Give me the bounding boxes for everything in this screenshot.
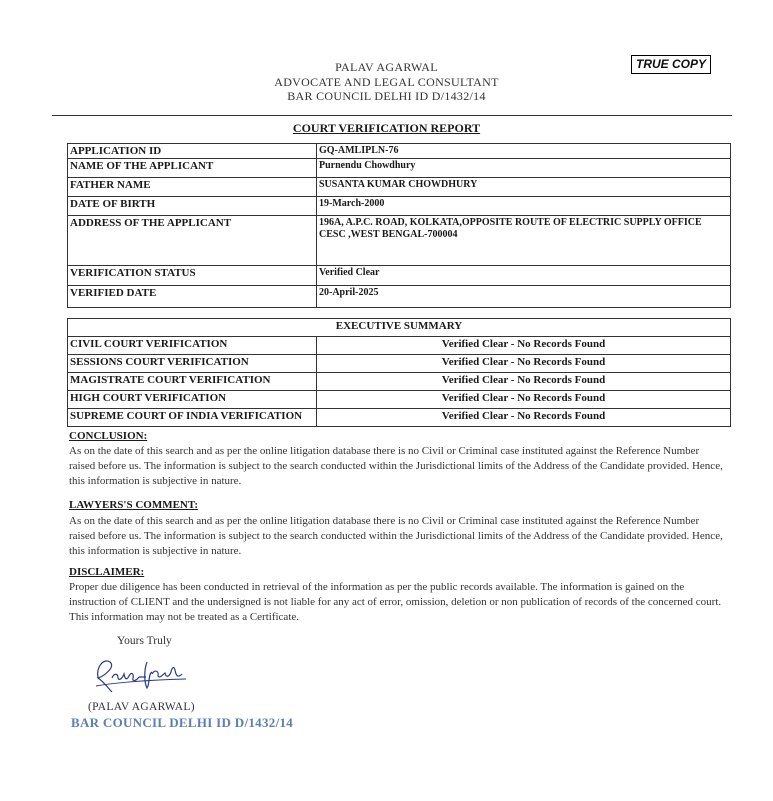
- table-row: [68, 286, 731, 308]
- table-row: [68, 266, 731, 286]
- advocate-bar-id: BAR COUNCIL DELHI ID D/1432/14: [287, 89, 486, 103]
- advocate-designation: ADVOCATE AND LEGAL CONSULTANT: [274, 74, 499, 89]
- summary-value: Verified Clear - No Records Found: [317, 391, 731, 409]
- detail-label: ADDRESS OF THE APPLICANT: [68, 216, 317, 266]
- table-row: [68, 197, 731, 216]
- advocate-name: PALAV AGARWAL: [335, 60, 438, 74]
- summary-label: MAGISTRATE COURT VERIFICATION: [68, 373, 317, 391]
- summary-label: SUPREME COURT OF INDIA VERIFICATION: [68, 409, 317, 427]
- table-row: [68, 373, 731, 391]
- table-row: [68, 178, 731, 197]
- detail-label: DATE OF BIRTH: [68, 197, 317, 216]
- executive-summary-table: [67, 318, 731, 427]
- detail-value: 196A, A.P.C. ROAD, KOLKATA,OPPOSITE ROUTE OF ELECTRIC SUPPLY OFFICE CESC ,WEST BENGAL-700004: [317, 216, 731, 266]
- details-table: [67, 143, 731, 308]
- summary-label: CIVIL COURT VERIFICATION: [68, 337, 317, 355]
- table-row: [68, 216, 731, 266]
- printed-name: (PALAV AGARWAL): [88, 701, 195, 713]
- table-row: [68, 409, 731, 427]
- detail-value: Purnendu Chowdhury: [317, 159, 731, 178]
- summary-value: Verified Clear - No Records Found: [317, 355, 731, 373]
- table-row: [68, 337, 731, 355]
- disclaimer-title: DISCLAIMER:: [69, 566, 145, 578]
- conclusion-text: As on the date of this search and as per the online litigation database there is no Civil or Criminal case instituted against the Reference Number raised before us. The information is subject to the search conducted within the Jurisdictional limits of the Address of the Candidate provided. Hence, this information is subjective in nature.: [69, 445, 723, 487]
- table-row: [68, 159, 731, 178]
- detail-value: SUSANTA KUMAR CHOWDHURY: [317, 178, 731, 197]
- detail-label: VERIFIED DATE: [68, 286, 317, 308]
- detail-value: 19-March-2000: [317, 197, 731, 216]
- table-row: [68, 391, 731, 409]
- header-divider: [52, 115, 732, 116]
- detail-value: 20-April-2025: [317, 286, 731, 308]
- lawyers-comment-text: As on the date of this search and as per the online litigation database there is no Civil or Criminal case instituted against the Reference Number raised before us. The information is subject to the search conducted within the Jurisdictional limits of the Address of the Candidate provided. Hence, this information is subjective in nature.: [69, 515, 723, 557]
- signoff-bar-id: BAR COUNCIL DELHI ID D/1432/14: [71, 715, 294, 730]
- summary-label: HIGH COURT VERIFICATION: [68, 391, 317, 409]
- detail-label: FATHER NAME: [68, 178, 317, 197]
- summary-header-row: [68, 319, 731, 337]
- report-title: COURT VERIFICATION REPORT: [292, 121, 481, 135]
- detail-label: NAME OF THE APPLICANT: [68, 159, 317, 178]
- signature-image: [90, 652, 190, 696]
- disclaimer-text: Proper due diligence has been conducted in retrieval of the information as per the public records available. The information is gained on the instruction of CLIENT and the undersigned is not liable for any act of error, omission, deletion or non publication of records of the concerned court. This information may not be treated as a Certificate.: [69, 581, 722, 623]
- detail-value: GQ-AMLIPLN-76: [317, 144, 731, 159]
- detail-label: APPLICATION ID: [68, 144, 317, 159]
- letterhead: [0, 60, 773, 104]
- closing-salutation: Yours Truly: [117, 635, 172, 647]
- summary-value: Verified Clear - No Records Found: [317, 373, 731, 391]
- conclusion-title: CONCLUSION:: [69, 430, 148, 442]
- detail-label: VERIFICATION STATUS: [68, 266, 317, 286]
- table-row: [68, 355, 731, 373]
- summary-label: SESSIONS COURT VERIFICATION: [68, 355, 317, 373]
- table-row: [68, 144, 731, 159]
- lawyers-comment-title: LAWYERS'S COMMENT:: [69, 499, 199, 511]
- true-copy-stamp: TRUE COPY: [631, 55, 711, 74]
- summary-title: EXECUTIVE SUMMARY: [68, 319, 731, 337]
- summary-value: Verified Clear - No Records Found: [317, 409, 731, 427]
- summary-value: Verified Clear - No Records Found: [317, 337, 731, 355]
- detail-value: Verified Clear: [317, 266, 731, 286]
